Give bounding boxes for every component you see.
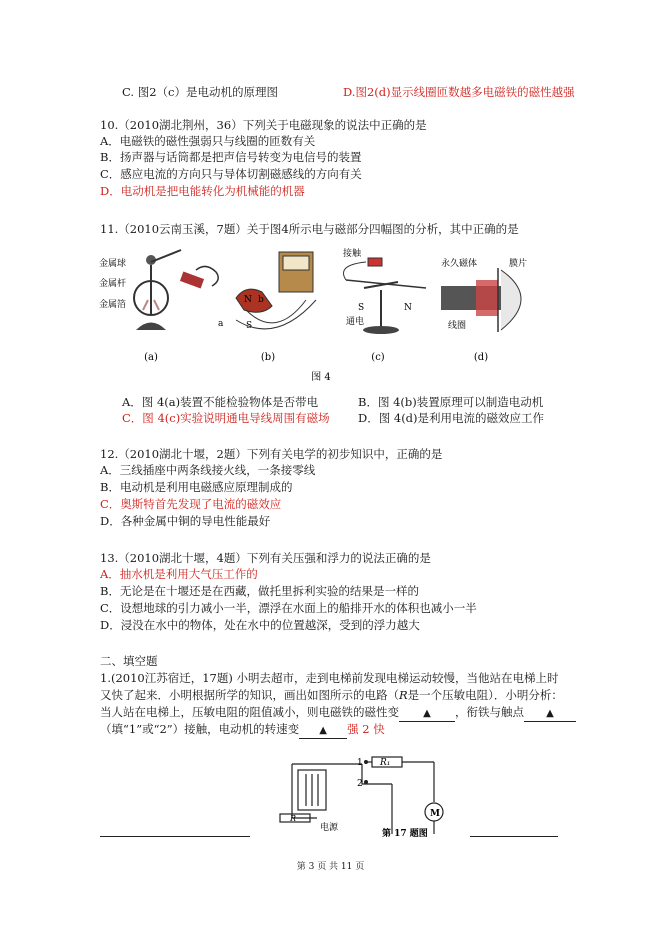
blank-2[interactable] [524, 705, 576, 722]
blank-3[interactable] [299, 722, 347, 739]
fig-b-motor [236, 252, 316, 329]
label-contact: 接触 [343, 249, 362, 259]
q13-option-b: B．无论是在十堰还是在西藏，做托里拆利实验的结果是一样的 [100, 584, 419, 598]
blank-2-mark: ▲ [546, 708, 554, 719]
label-s: S [246, 321, 253, 331]
fill-q1-line1: 1.(2010江苏宿迁，17题) 小明去超市，走到电梯前发现电梯运动较慢，当他站在电梯上时 [100, 671, 559, 685]
fill-q1-line2-b: 是一个压敏电阻）．小明分析： [407, 688, 563, 702]
fill-q1-line4-a: （填“1”或“2”）接触，电动机的转速变 [100, 722, 300, 736]
label-coil: 线圈 [448, 321, 467, 331]
label-metal-rod: 金属杆 [99, 279, 127, 289]
option-c-top: C. 图2（c）是电动机的原理图 [122, 85, 278, 99]
q11-stem: 11.（2010云南玉溪，7题）关于图4所示电与磁部分四幅图的分析，其中正确的是 [100, 222, 519, 236]
circuit-label-power: 电源 [320, 823, 339, 833]
q12-option-a: A．三线插座中两条线接火线，一条接零线 [100, 463, 316, 477]
q12-option-d: D．各种金属中铜的导电性能最好 [100, 514, 271, 528]
label-metal-foil: 金属箔 [99, 300, 127, 310]
figure-4 [96, 240, 546, 390]
circuit-label-r1: R₁ [380, 758, 391, 768]
fill-q1-line2 [100, 688, 563, 703]
caption-d: (d) [473, 352, 489, 363]
fill-q1-answer: 强 2 快 [347, 722, 385, 736]
q12-stem: 12.（2010湖北十堰，2题）下列有关电学的初步知识中，正确的是 [100, 447, 443, 461]
label-metal-ball: 金属球 [99, 259, 127, 269]
q13-stem: 13.（2010湖北十堰，4题）下列有关压强和浮力的说法正确的是 [100, 551, 431, 565]
circuit-label-1: 1 [357, 758, 363, 768]
caption-b: (b) [260, 352, 276, 363]
section-2-title: 二、填空题 [100, 654, 158, 668]
fill-q1-line3-b: ，衔铁与触点 [455, 705, 524, 719]
circuit-label-m: M [430, 809, 440, 819]
footer-rule-left [100, 836, 250, 837]
q11-option-d: D．图 4(d)是利用电流的磁效应工作 [358, 411, 545, 425]
circuit-label-2: 2 [357, 779, 363, 789]
page-number: 第 3 页 共 11 页 [296, 862, 365, 872]
fig-a-electroscope [134, 250, 218, 330]
q10-stem: 10.（2010湖北荆州，36）下列关于电磁现象的说法中正确的是 [100, 118, 427, 132]
q12-option-c: C．奥斯特首先发现了电流的磁效应 [100, 497, 282, 511]
q11-option-a: A．图 4(a)装置不能检验物体是否带电 [122, 395, 319, 409]
q13-option-a: A．抽水机是利用大气压工作的 [100, 567, 258, 581]
figure-4-title: 图 4 [311, 372, 331, 383]
caption-a: (a) [144, 352, 158, 363]
label-n: N [244, 295, 252, 305]
q13-option-c: C．设想地球的引力减小一半，漂浮在水面上的船排开水的体积也减小一半 [100, 601, 477, 615]
label-magnet: 永久磁体 [441, 259, 478, 269]
circuit-figure [262, 752, 462, 840]
q11-option-c: C．图 4(c)实验说明通电导线周围有磁场 [122, 411, 330, 425]
footer-rule-right [470, 836, 558, 837]
label-a: a [218, 319, 224, 329]
fill-q1-line3-a: 当人站在电梯上，压敏电阻的阻值减小，则电磁铁的磁性变 [100, 705, 399, 719]
q11-option-b: B．图 4(b)装置原理可以制造电动机 [358, 395, 544, 409]
q10-option-a: A．电磁铁的磁性强弱只与线圈的匝数有关 [100, 134, 316, 148]
circuit-title: 第 17 题图 [382, 829, 428, 839]
label-film: 膜片 [509, 259, 528, 269]
blank-1-mark: ▲ [423, 708, 431, 719]
q13-option-d: D．浸没在水中的物体，处在水中的位置越深，受到的浮力越大 [100, 618, 420, 632]
q10-option-b: B．扬声器与话筒都是把声信号转变为电信号的装置 [100, 150, 362, 164]
label-c-s: S [358, 303, 365, 313]
fill-q1-line2-a: 又快了起来．小明根据所学的知识，画出如图所示的电路（ [100, 688, 399, 702]
label-c-n: N [404, 303, 412, 313]
q12-option-b: B．电动机是利用电磁感应原理制成的 [100, 480, 293, 494]
label-power: 通电 [346, 317, 365, 327]
caption-c: (c) [371, 352, 385, 363]
resistor-r-symbol: R [399, 688, 408, 702]
fill-q1-line3 [100, 705, 576, 722]
q10-option-d: D．电动机是把电能转化为机械能的机器 [100, 184, 305, 198]
blank-3-mark: ▲ [319, 725, 327, 736]
circuit-label-r: R [290, 814, 297, 823]
fill-q1-line4 [100, 722, 385, 739]
label-b: b [258, 295, 264, 305]
blank-1[interactable] [399, 705, 455, 722]
option-d-top: D.图2(d)显示线圈匝数越多电磁铁的磁性越强 [343, 85, 575, 99]
q10-option-c: C．感应电流的方向只与导体切割磁感线的方向有关 [100, 167, 362, 181]
